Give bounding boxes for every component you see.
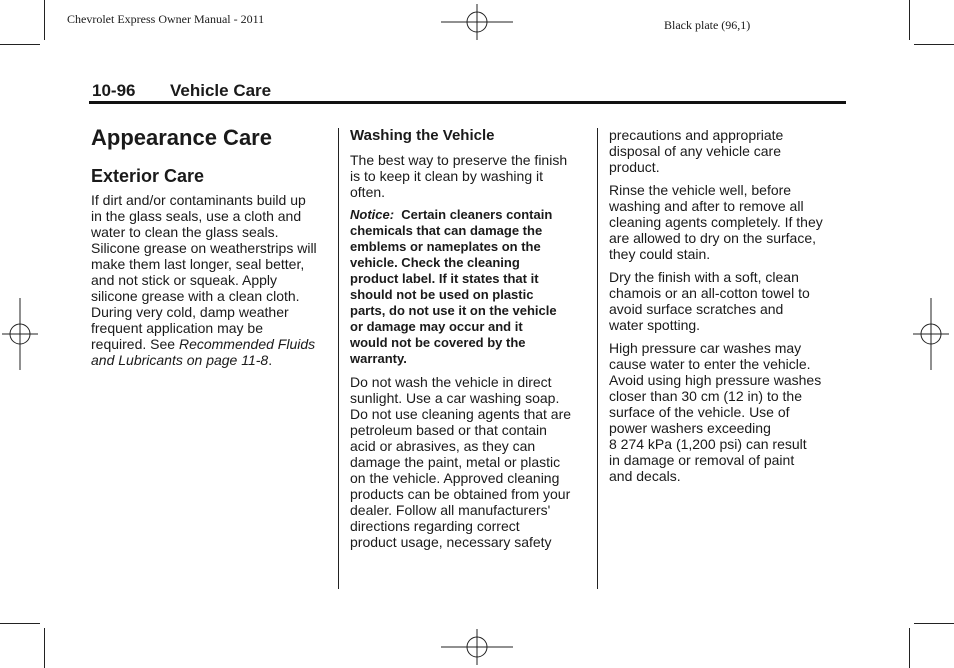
slug-left: Chevrolet Express Owner Manual - 2011: [67, 12, 265, 26]
text-line: sunlight. Use a car washing soap.: [350, 390, 560, 406]
notice-label: Notice:: [350, 207, 395, 222]
crop-mark: [914, 623, 954, 624]
text-line: frequent application may be: [91, 320, 263, 336]
column-divider: [338, 128, 339, 589]
text-line: Avoid using high pressure washes: [609, 372, 822, 388]
dry-paragraph: [609, 269, 837, 333]
header-rule: [89, 101, 846, 104]
column-2: [350, 127, 586, 557]
text-line: and not stick or squeak. Apply: [91, 272, 277, 288]
text-line: petroleum based or that contain: [350, 422, 547, 438]
text-line: [350, 207, 586, 223]
text-fragment: required. See: [91, 336, 179, 352]
subsection-heading: Washing the Vehicle: [350, 127, 495, 144]
text-line: product.: [609, 159, 660, 175]
registration-mark-icon: [441, 629, 513, 665]
text-line: in the glass seals, use a cloth and: [91, 208, 302, 224]
text-line: cleaning agents completely. If they: [609, 214, 823, 230]
text-line: damage the paint, metal or plastic: [350, 454, 561, 470]
intro-paragraph: [350, 152, 586, 200]
text-line: If dirt and/or contaminants build up: [91, 192, 306, 208]
text-line: emblems or nameplates on the: [350, 239, 541, 254]
column-divider: [597, 128, 598, 589]
text-line: product label. If it states that it: [350, 271, 539, 286]
section-title: Vehicle Care: [170, 81, 272, 100]
crop-mark: [909, 628, 910, 668]
text-line: disposal of any vehicle care: [609, 143, 781, 159]
text-line: should not be used on plastic: [350, 287, 534, 302]
crop-mark: [0, 44, 40, 45]
text-line: The best way to preserve the finish: [350, 152, 568, 168]
text-line: precautions and appropriate: [609, 127, 784, 143]
text-line: product usage, necessary safety: [350, 534, 552, 550]
text-fragment: .: [268, 352, 273, 368]
text-line: High pressure car washes may: [609, 340, 802, 356]
text-line: often.: [350, 184, 386, 200]
text-line: warranty.: [350, 351, 407, 366]
section-heading: Exterior Care: [91, 166, 205, 186]
text-line: parts, do not use it on the vehicle: [350, 303, 557, 318]
text-line: is to keep it clean by washing it: [350, 168, 543, 184]
text-line: acid or abrasives, as they can: [350, 438, 536, 454]
text-line: directions regarding correct: [350, 518, 520, 534]
text-line: products can be obtained from your: [350, 486, 571, 502]
continued-paragraph: [609, 127, 837, 175]
text-line: vehicle. Check the cleaning: [350, 255, 520, 270]
crop-mark: [909, 0, 910, 40]
text-line: [91, 336, 331, 352]
crop-mark: [44, 0, 45, 40]
column-1: [91, 124, 331, 375]
text-line: Do not use cleaning agents that are: [350, 406, 572, 422]
crop-mark: [0, 623, 40, 624]
text-line: Do not wash the vehicle in direct: [350, 374, 552, 390]
text-line: and decals.: [609, 468, 681, 484]
page-title: Appearance Care: [91, 125, 272, 150]
text-line: make them last longer, seal better,: [91, 256, 305, 272]
running-head: [92, 81, 271, 101]
exterior-care-paragraph: [91, 192, 331, 368]
text-line: 8 274 kPa (1,200 psi) can result: [609, 436, 807, 452]
pressure-wash-paragraph: [609, 340, 837, 484]
text-line: would not be covered by the: [350, 335, 526, 350]
cross-reference-link[interactable]: Recommended Fluids: [178, 336, 316, 352]
text-line: in damage or removal of paint: [609, 452, 795, 468]
text-line: they could stain.: [609, 246, 711, 262]
text-line: Silicone grease on weatherstrips will: [91, 240, 317, 256]
text-line: cause water to enter the vehicle.: [609, 356, 811, 372]
text-line: chemicals that can damage the: [350, 223, 543, 238]
text-line: water spotting.: [609, 317, 701, 333]
text-line: silicone grease with a clean cloth.: [91, 288, 300, 304]
registration-mark-icon: [913, 298, 949, 370]
crop-mark: [914, 44, 954, 45]
registration-mark-icon: [2, 298, 38, 370]
cross-reference-link[interactable]: and Lubricants on page 11-8: [91, 352, 269, 368]
body-paragraph: [350, 374, 586, 550]
crop-mark: [44, 628, 45, 668]
text-line: closer than 30 cm (12 in) to the: [609, 388, 802, 404]
text-line: avoid surface scratches and: [609, 301, 784, 317]
page-number: 10-96: [92, 81, 136, 100]
text-line: power washers exceeding: [609, 420, 771, 436]
text-line: [91, 352, 331, 368]
slug-right: Black plate (96,1): [664, 18, 751, 32]
text-line: chamois or an all-cotton towel to: [609, 285, 810, 301]
text-line: Rinse the vehicle well, before: [609, 182, 792, 198]
text-line: water to clean the glass seals.: [91, 224, 279, 240]
text-line: are allowed to dry on the surface,: [609, 230, 817, 246]
rinse-paragraph: [609, 182, 837, 262]
text-line: washing and after to remove all: [609, 198, 804, 214]
registration-mark-icon: [441, 4, 513, 40]
text-line: or damage may occur and it: [350, 319, 523, 334]
text-fragment: Certain cleaners contain: [401, 207, 553, 222]
column-3: [609, 127, 837, 491]
text-line: Dry the finish with a soft, clean: [609, 269, 799, 285]
text-line: During very cold, damp weather: [91, 304, 289, 320]
notice-block: [350, 207, 586, 367]
text-line: surface of the vehicle. Use of: [609, 404, 790, 420]
text-line: dealer. Follow all manufacturers': [350, 502, 551, 518]
text-line: on the vehicle. Approved cleaning: [350, 470, 560, 486]
